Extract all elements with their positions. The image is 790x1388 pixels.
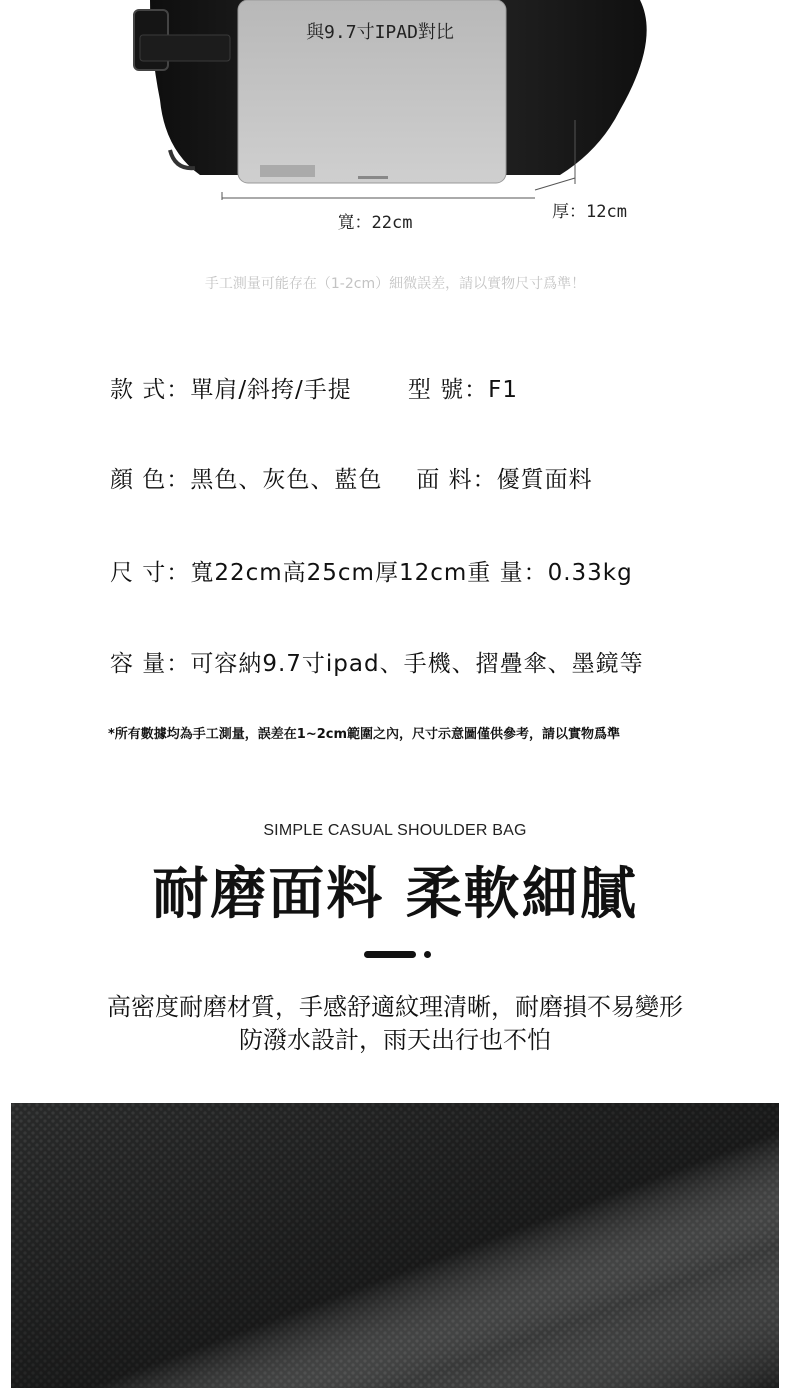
capacity-value: 可容納9.7寸ipad、手機、摺疊傘、墨鏡等 (190, 651, 644, 677)
model-label: 型 號： (407, 377, 489, 403)
ipad-comparison-caption: 與9.7寸IPAD對比 (306, 22, 454, 43)
model-value: F1 (488, 377, 518, 403)
weight-value: 0.33kg (547, 560, 633, 586)
color-label: 顔 色： (110, 467, 191, 493)
spec-row-capacity (110, 645, 644, 678)
capacity-label: 容 量： (110, 651, 191, 677)
size-value: 寬22cm高25cm厚12cm (190, 560, 468, 586)
spec-row-style-model (110, 371, 518, 404)
material-value: 優質面料 (496, 467, 593, 493)
style-value: 單肩/斜挎/手提 (190, 377, 352, 403)
divider-dash (364, 951, 416, 958)
section-headline: 耐磨面料 柔軟細膩 (152, 862, 638, 927)
fabric-texture-photo (11, 1103, 779, 1388)
material-label: 面 料： (416, 467, 497, 493)
width-dimension-label: 寬：22cm (337, 213, 413, 233)
spec-row-color-material (110, 461, 593, 494)
feature-description-line-1: 高密度耐磨材質，手感舒適紋理清晰，耐磨損不易變形 (107, 993, 683, 1021)
measurement-error-note: 手工測量可能存在（1-2cm）細微誤差，請以實物尺寸爲準！ (204, 276, 586, 292)
spec-disclaimer: *所有數據均為手工測量，誤差在1~2cm範圍之內，尺寸示意圖僅供參考，請以實物爲準 (108, 727, 621, 742)
style-label: 款 式： (110, 377, 191, 403)
section-eyebrow: SIMPLE CASUAL SHOULDER BAG (263, 822, 527, 839)
depth-dimension-label: 厚：12cm (552, 202, 627, 222)
size-label: 尺 寸： (110, 560, 191, 586)
divider-dot (424, 951, 431, 958)
feature-description-line-2: 防潑水設計，雨天出行也不怕 (239, 1026, 551, 1054)
spec-row-size-weight (110, 554, 633, 587)
weight-label: 重 量： (467, 560, 548, 586)
color-value: 黑色、灰色、藍色 (190, 467, 383, 493)
